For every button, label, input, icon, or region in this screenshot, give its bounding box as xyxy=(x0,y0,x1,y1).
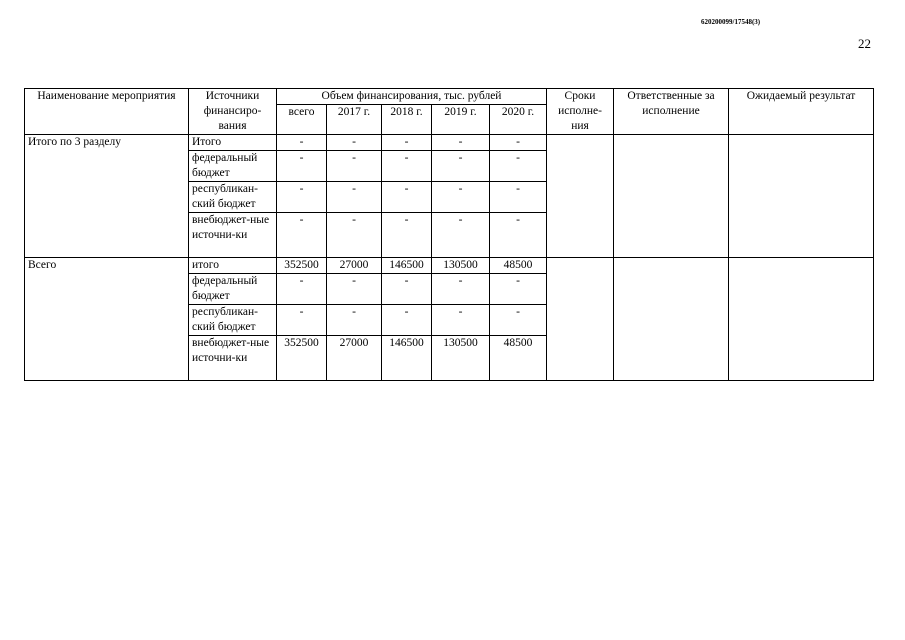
table-row xyxy=(25,258,874,274)
value-total: - xyxy=(277,135,327,151)
value-2018: 146500 xyxy=(382,336,432,381)
value-2017: - xyxy=(327,182,382,213)
source-cell: республикан-ский бюджет xyxy=(189,182,277,213)
value-total: - xyxy=(277,182,327,213)
source-cell: республикан-ский бюджет xyxy=(189,305,277,336)
source-cell: внебюджет-ные источни-ки xyxy=(189,336,277,381)
value-total: - xyxy=(277,305,327,336)
result-cell xyxy=(729,258,874,381)
header-2018: 2018 г. xyxy=(382,105,432,135)
value-total: - xyxy=(277,213,327,258)
value-2017: - xyxy=(327,135,382,151)
deadlines-cell xyxy=(547,135,614,258)
value-2018: 146500 xyxy=(382,258,432,274)
value-2018: - xyxy=(382,151,432,182)
value-2017: 27000 xyxy=(327,336,382,381)
value-2020: 48500 xyxy=(490,258,547,274)
value-2019: 130500 xyxy=(432,258,490,274)
source-cell: федеральный бюджет xyxy=(189,151,277,182)
value-2019: - xyxy=(432,151,490,182)
value-total: - xyxy=(277,274,327,305)
value-2018: - xyxy=(382,135,432,151)
value-2020: - xyxy=(490,151,547,182)
document-code: 620200099/17548(3) xyxy=(701,18,761,26)
header-2019: 2019 г. xyxy=(432,105,490,135)
value-2017: - xyxy=(327,213,382,258)
table-row xyxy=(25,135,874,151)
header-result: Ожидаемый результат xyxy=(729,89,874,135)
value-2018: - xyxy=(382,213,432,258)
value-2019: - xyxy=(432,135,490,151)
value-2020: 48500 xyxy=(490,336,547,381)
value-2019: - xyxy=(432,213,490,258)
header-2020: 2020 г. xyxy=(490,105,547,135)
value-total: - xyxy=(277,151,327,182)
value-2019: - xyxy=(432,274,490,305)
value-2020: - xyxy=(490,182,547,213)
header-2017: 2017 г. xyxy=(327,105,382,135)
value-2017: - xyxy=(327,274,382,305)
value-total: 352500 xyxy=(277,258,327,274)
deadlines-cell xyxy=(547,258,614,381)
page-number: 22 xyxy=(858,36,871,51)
value-2018: - xyxy=(382,305,432,336)
header-responsible: Ответственные за исполнение xyxy=(614,89,729,135)
group-name: Всего xyxy=(25,258,189,381)
source-cell: итого xyxy=(189,258,277,274)
value-2017: - xyxy=(327,305,382,336)
header-total: всего xyxy=(277,105,327,135)
header-funding: Объем финансирования, тыс. рублей xyxy=(277,89,547,105)
value-2019: - xyxy=(432,182,490,213)
value-2020: - xyxy=(490,213,547,258)
source-cell: федеральный бюджет xyxy=(189,274,277,305)
responsible-cell xyxy=(614,135,729,258)
value-2018: - xyxy=(382,274,432,305)
value-2017: - xyxy=(327,151,382,182)
result-cell xyxy=(729,135,874,258)
source-cell: внебюджет-ные источни-ки xyxy=(189,213,277,258)
value-2020: - xyxy=(490,135,547,151)
value-2020: - xyxy=(490,274,547,305)
value-2019: 130500 xyxy=(432,336,490,381)
group-name: Итого по 3 разделу xyxy=(25,135,189,258)
value-2020: - xyxy=(490,305,547,336)
header-sources: Источники финансиро-вания xyxy=(189,89,277,135)
funding-table xyxy=(24,88,874,381)
value-2017: 27000 xyxy=(327,258,382,274)
value-total: 352500 xyxy=(277,336,327,381)
source-cell: Итого xyxy=(189,135,277,151)
value-2018: - xyxy=(382,182,432,213)
value-2019: - xyxy=(432,305,490,336)
header-event-name: Наименование мероприятия xyxy=(25,89,189,135)
header-deadlines: Сроки исполне-ния xyxy=(547,89,614,135)
responsible-cell xyxy=(614,258,729,381)
